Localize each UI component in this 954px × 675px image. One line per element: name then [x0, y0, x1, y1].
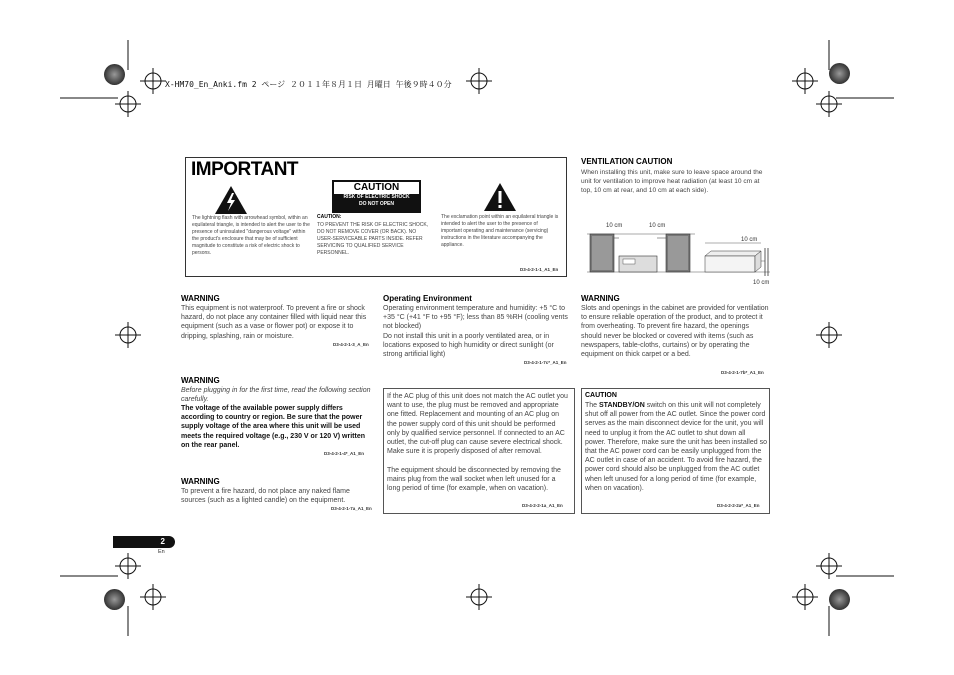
ventilation-text: When installing this unit, make sure to leave space around the unit for ventilation to improve heat radiation (at least 10 cm at top, 10 cm at rear, and 10 cm at each side).	[581, 169, 763, 195]
ac-plug-code: D3-4-2-2-1a_A1_En	[522, 503, 563, 508]
registration-mark	[816, 91, 842, 117]
standby-caution-heading: CAUTION	[585, 392, 617, 399]
warning-waterproof-text: This equipment is not waterproof. To prevent a fire or shock hazard, do not place any container filled with liquid near this equipment (such as a vase or flower pot) or expose it to dripping, splashing, rain or moisture.	[181, 305, 367, 340]
caution-badge-title: CAUTION	[334, 182, 419, 194]
ventilation-heading: VENTILATION CAUTION	[581, 157, 673, 166]
caution-label: CAUTION:	[317, 214, 342, 220]
caution-badge-line2: DO NOT OPEN	[358, 201, 394, 207]
registration-mark	[115, 553, 141, 579]
warning-waterproof-heading: WARNING	[181, 294, 220, 303]
registration-mark	[816, 322, 842, 348]
gray-circle-tl	[104, 64, 125, 85]
registration-mark	[140, 68, 166, 94]
file-header: X-HM70_En_Anki.fm 2 ページ ２０１１年８月１日 月曜日 午後９時４０分	[165, 80, 452, 89]
caution-badge-line1: RISK OF ELECTRIC SHOCK	[343, 194, 410, 200]
registration-mark	[792, 584, 818, 610]
page-language: En	[158, 549, 165, 555]
warning-slots-code: D3-4-2-1-7b*_A1_En	[721, 370, 764, 375]
registration-mark	[792, 68, 818, 94]
operating-environment-heading: Operating Environment	[383, 294, 472, 303]
gray-circle-br	[829, 589, 850, 610]
ac-plug-text1: If the AC plug of this unit does not match the AC outlet you want to use, the plug must be removed and appropriate one fitted. Replacement and mounting of an AC plug on the power supply cord of this unit should be performed only by qualified service personnel. If connected to an AC outlet, the cut-off plug can cause severe electrical shock. Make sure it is properly disposed of after removal.	[387, 393, 568, 456]
standby-caution-bold: STANDBY/ON	[599, 402, 645, 409]
standby-caution-pre: The	[585, 402, 600, 409]
warning-slots-text: Slots and openings in the cabinet are provided for ventilation to ensure reliable operation of the product, and to protect it from overheating. To prevent fire hazard, the openings should never be blocked or covered with items (such as newspapers, table-cloths, curtains) or by operating the equipment on thick carpet or a bed.	[581, 305, 769, 359]
warning-voltage-intro: Before plugging in for the first time, read the following section carefully.	[181, 387, 371, 404]
lightning-warning-icon	[214, 185, 248, 215]
gray-circle-bl	[104, 589, 125, 610]
important-code: D3-4-2-1-1_A1_En	[520, 267, 559, 272]
exclamation-warning-icon	[483, 182, 517, 212]
operating-environment-text2: Do not install this unit in a poorly ventilated area, or in locations exposed to high humidity or direct sunlight (or strong artificial light)	[383, 333, 554, 359]
operating-environment-code: D3-4-2-1-7c*_A1_En	[524, 360, 567, 365]
standby-caution-post: switch on this unit will not completely shut off all power from the AC outlet. Since the power cord serves as the main disconnect device for the unit, you will need to unplug it from the AC outlet to shut down all power. Therefore, make sure the unit has been installed so that the AC power cord can be easily unplugged from the AC outlet in case of an accident. To avoid fire hazard, the power cord should also be unplugged from the AC outlet when left unused for a long period of time (for example, when on vacation).	[585, 402, 767, 492]
ac-plug-text2: The equipment should be disconnected by removing the mains plug from the wall socket when left unused for a long period of time (for example, when on vacation).	[387, 467, 561, 493]
caution-description: TO PREVENT THE RISK OF ELECTRIC SHOCK, DO NOT REMOVE COVER (OR BACK). NO USER-SERVICEABLE PARTS INSIDE. REFER SERVICING TO QUALIFIED SERVICE PERSONNEL.	[317, 222, 429, 256]
warning-waterproof-code: D3-4-2-1-3_A_En	[333, 342, 369, 347]
gray-circle-tr	[829, 63, 850, 84]
ventilation-label-top: 10 cm	[741, 237, 758, 243]
warning-flame-heading: WARNING	[181, 477, 220, 486]
ventilation-label-mid: 10 cm	[649, 223, 666, 229]
warning-voltage-heading: WARNING	[181, 376, 220, 385]
registration-mark	[115, 91, 141, 117]
ventilation-label-rear: 10 cm	[753, 280, 770, 286]
warning-voltage-code: D3-4-2-1-4*_A1_En	[324, 451, 365, 456]
warning-voltage-text: The voltage of the available power supply differs according to country or region. Be sure that the power supply voltage of the area where this unit will be used meets the required voltage (e.g., 230 V or 120 V) written on the rear panel.	[181, 405, 366, 449]
page-number: 2	[160, 537, 165, 546]
operating-environment-text1: Operating environment temperature and humidity: +5 °C to +35 °C (+41 °F to +95 °F); less than 85 %RH (cooling vents not blocked)	[383, 305, 568, 331]
registration-mark	[115, 322, 141, 348]
registration-mark	[466, 584, 492, 610]
important-title: IMPORTANT	[191, 159, 299, 180]
lightning-description: The lightning flash with arrowhead symbol, within an equilateral triangle, is intended to alert the user to the presence of uninsulated "dangerous voltage" within the product's enclosure that may be of sufficient magnitude to constitute a risk of electric shock to persons.	[192, 215, 310, 256]
registration-mark	[816, 553, 842, 579]
ventilation-label-left: 10 cm	[606, 223, 623, 229]
registration-mark	[466, 68, 492, 94]
standby-caution-text	[585, 401, 767, 493]
page-number-tab	[113, 536, 175, 548]
exclamation-description: The exclamation point within an equilateral triangle is intended to alert the user to the presence of important operating and maintenance (servicing) instructions in the literature accompanying the appliance.	[441, 214, 559, 248]
standby-caution-code: D3-4-2-2-2a*_A1_En	[717, 503, 760, 508]
caution-badge	[332, 180, 421, 213]
registration-mark	[140, 584, 166, 610]
warning-flame-code: D3-4-2-1-7a_A1_En	[331, 506, 372, 511]
warning-flame-text: To prevent a fire hazard, do not place any naked flame sources (such as a lighted candle) on the equipment.	[181, 488, 350, 505]
warning-slots-heading: WARNING	[581, 294, 620, 303]
